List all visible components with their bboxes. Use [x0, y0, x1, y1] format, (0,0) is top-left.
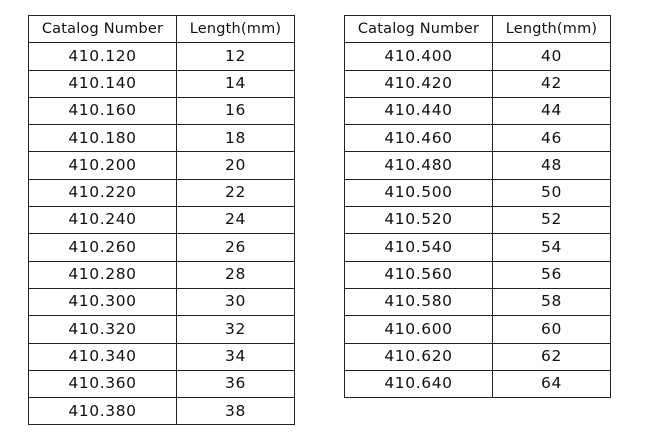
- catalog-number-cell: 410.560: [345, 261, 493, 288]
- length-cell: 20: [177, 152, 295, 179]
- length-cell: 58: [493, 288, 611, 315]
- length-cell: 50: [493, 179, 611, 206]
- length-cell: 54: [493, 234, 611, 261]
- length-cell: 28: [177, 261, 295, 288]
- table-row: [345, 261, 611, 288]
- length-cell: 52: [493, 207, 611, 234]
- table-row: [345, 97, 611, 124]
- length-cell: 48: [493, 152, 611, 179]
- catalog-number-cell: 410.400: [345, 43, 493, 70]
- table-row: [345, 234, 611, 261]
- length-cell: 22: [177, 179, 295, 206]
- table-row: [345, 207, 611, 234]
- header-length-mm: Length(mm): [177, 16, 295, 43]
- catalog-number-cell: 410.340: [29, 343, 177, 370]
- table-header-row: [29, 16, 295, 43]
- table-row: [345, 152, 611, 179]
- table-row: [29, 288, 295, 315]
- catalog-number-cell: 410.500: [345, 179, 493, 206]
- length-cell: 12: [177, 43, 295, 70]
- table-row: [345, 125, 611, 152]
- catalog-table-right: [344, 15, 611, 398]
- catalog-number-cell: 410.220: [29, 179, 177, 206]
- length-cell: 62: [493, 343, 611, 370]
- catalog-number-cell: 410.540: [345, 234, 493, 261]
- table-row: [345, 179, 611, 206]
- length-cell: 56: [493, 261, 611, 288]
- table-row: [29, 398, 295, 425]
- catalog-number-cell: 410.460: [345, 125, 493, 152]
- catalog-number-cell: 410.580: [345, 288, 493, 315]
- length-cell: 44: [493, 97, 611, 124]
- header-catalog-number: Catalog Number: [345, 16, 493, 43]
- length-cell: 64: [493, 370, 611, 397]
- table-row: [345, 70, 611, 97]
- length-cell: 46: [493, 125, 611, 152]
- table-row: [345, 316, 611, 343]
- table-row: [29, 125, 295, 152]
- catalog-number-cell: 410.440: [345, 97, 493, 124]
- table-header-row: [345, 16, 611, 43]
- length-cell: 32: [177, 316, 295, 343]
- length-cell: 24: [177, 207, 295, 234]
- table-row: [29, 370, 295, 397]
- length-cell: 38: [177, 398, 295, 425]
- table-row: [29, 207, 295, 234]
- length-cell: 16: [177, 97, 295, 124]
- catalog-number-cell: 410.260: [29, 234, 177, 261]
- catalog-number-cell: 410.180: [29, 125, 177, 152]
- catalog-number-cell: 410.240: [29, 207, 177, 234]
- table-row: [29, 234, 295, 261]
- catalog-number-cell: 410.600: [345, 316, 493, 343]
- length-cell: 34: [177, 343, 295, 370]
- catalog-number-cell: 410.620: [345, 343, 493, 370]
- catalog-number-cell: 410.520: [345, 207, 493, 234]
- header-catalog-number: Catalog Number: [29, 16, 177, 43]
- catalog-number-cell: 410.640: [345, 370, 493, 397]
- table-row: [29, 152, 295, 179]
- catalog-number-cell: 410.140: [29, 70, 177, 97]
- length-cell: 18: [177, 125, 295, 152]
- table-row: [29, 316, 295, 343]
- catalog-number-cell: 410.300: [29, 288, 177, 315]
- catalog-number-cell: 410.360: [29, 370, 177, 397]
- catalog-number-cell: 410.280: [29, 261, 177, 288]
- table-row: [345, 370, 611, 397]
- length-cell: 42: [493, 70, 611, 97]
- table-row: [345, 288, 611, 315]
- table-row: [29, 261, 295, 288]
- table-row: [345, 343, 611, 370]
- length-cell: 40: [493, 43, 611, 70]
- table-row: [29, 70, 295, 97]
- length-cell: 14: [177, 70, 295, 97]
- catalog-number-cell: 410.420: [345, 70, 493, 97]
- table-row: [29, 97, 295, 124]
- catalog-number-cell: 410.320: [29, 316, 177, 343]
- length-cell: 26: [177, 234, 295, 261]
- catalog-number-cell: 410.380: [29, 398, 177, 425]
- catalog-table-left: [28, 15, 295, 425]
- table-row: [29, 343, 295, 370]
- table-row: [345, 43, 611, 70]
- catalog-number-cell: 410.120: [29, 43, 177, 70]
- header-length-mm: Length(mm): [493, 16, 611, 43]
- catalog-number-cell: 410.480: [345, 152, 493, 179]
- length-cell: 60: [493, 316, 611, 343]
- table-row: [29, 43, 295, 70]
- length-cell: 30: [177, 288, 295, 315]
- table-row: [29, 179, 295, 206]
- catalog-number-cell: 410.160: [29, 97, 177, 124]
- catalog-number-cell: 410.200: [29, 152, 177, 179]
- length-cell: 36: [177, 370, 295, 397]
- table-body-left: [29, 43, 295, 425]
- table-body-right: [345, 43, 611, 398]
